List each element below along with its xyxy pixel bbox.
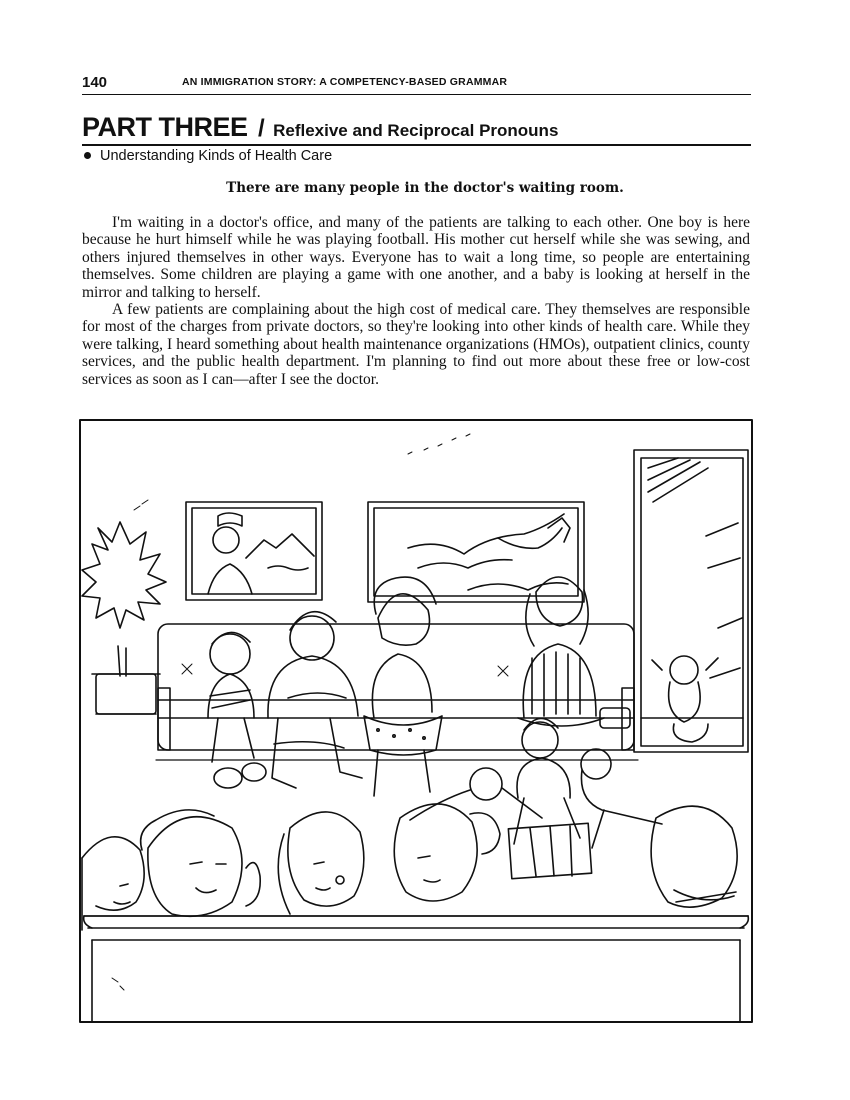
boy-arms-crossed	[208, 632, 266, 788]
story-title: There are many people in the doctor's waiting room.	[226, 180, 624, 196]
doorway	[634, 450, 748, 752]
page-header	[82, 74, 751, 95]
part-separator: /	[257, 115, 265, 142]
baby-at-mirror	[652, 656, 718, 742]
wall-picture-birds	[368, 502, 584, 602]
running-title: AN IMMIGRATION STORY: A COMPETENCY-BASED GRAMMAR	[182, 76, 508, 88]
woman-seated-right	[518, 577, 630, 728]
children-playing-game	[410, 718, 662, 878]
woman-polka-skirt	[364, 577, 442, 796]
illustration-frame	[80, 420, 752, 1022]
waiting-room-sofa	[158, 624, 634, 750]
story-paragraph-2: A few patients are complaining about the high cost of medical care. They themselves are responsible for most of the charges from private doctors, so they're looking into other kinds of health care. While they were talking, I heard something about health maintenance organizations (HMOs), outpatient clinics, county services, and the public health department. I'm planning to find out more about these free or low-cost services as soon as I can—after I see the doctor.	[82, 301, 750, 388]
foreground-woman-earring	[278, 812, 364, 914]
page-number: 140	[82, 74, 108, 91]
waiting-room-illustration	[78, 418, 754, 1024]
story-body	[82, 214, 750, 388]
story-paragraph-1: I'm waiting in a doctor's office, and many of the patients are talking to each other. One boy is here because he hurt himself while he was playing football. His mother cut herself while she was sewing, and others injured themselves in other ways. Everyone has to wait a long time, so people are entertaining themselves. Some children are playing a game with one another, and a baby is looking at herself in the mirror and talking to herself.	[82, 214, 750, 301]
competency-text: Understanding Kinds of Health Care	[100, 148, 333, 164]
wall-picture-portrait	[186, 502, 322, 600]
front-bench	[84, 916, 749, 1022]
background-marks	[112, 434, 508, 990]
potted-plant	[82, 522, 166, 714]
foreground-older-woman	[394, 804, 500, 901]
foreground-woman-laughing	[141, 810, 261, 916]
foreground-man-right	[651, 806, 737, 907]
bullet-icon	[84, 152, 91, 159]
part-subtitle: Reflexive and Reciprocal Pronouns	[273, 121, 559, 140]
part-heading	[82, 112, 751, 146]
competency-line	[84, 148, 332, 164]
part-label: PART THREE	[82, 112, 248, 142]
